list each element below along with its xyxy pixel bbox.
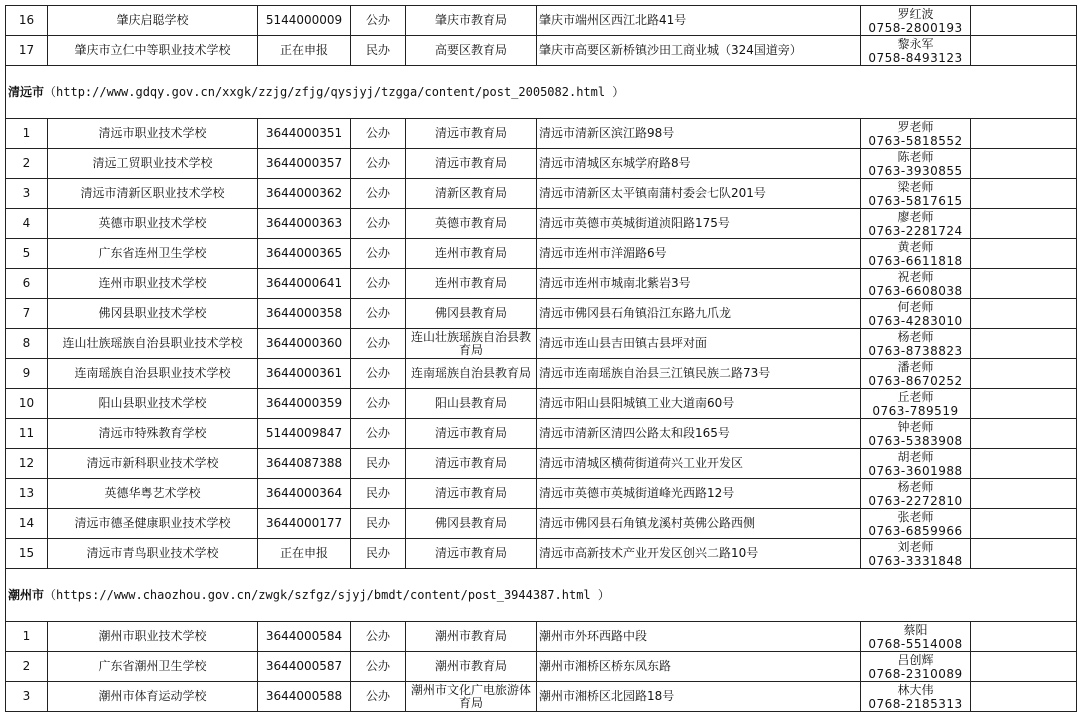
note-cell [971,509,1077,539]
table-row [6,209,1077,239]
note-cell [971,389,1077,419]
contact-phone: 0763-8670252 [868,373,963,388]
row-number: 1 [6,119,48,149]
note-cell [971,269,1077,299]
school-address: 清远市连山县吉田镇古县坪对面 [537,329,861,359]
contact-name: 陈老师 [897,149,934,164]
supervising-dept: 清远市教育局 [406,479,537,509]
school-name: 连南瑶族自治县职业技术学校 [48,359,258,389]
school-address: 清远市清新区滨江路98号 [537,119,861,149]
supervising-dept: 潮州市教育局 [406,652,537,682]
contact-cell [861,179,971,209]
school-name: 潮州市职业技术学校 [48,622,258,652]
contact-name: 蔡阳 [903,622,928,637]
school-name: 肇庆启聪学校 [48,6,258,36]
contact-phone: 0763-3601988 [868,463,963,478]
row-number: 17 [6,36,48,66]
contact-cell [861,209,971,239]
table-row [6,479,1077,509]
section-url[interactable]: （http://www.gdqy.gov.cn/xxgk/zzjg/zfjg/qysjyj/tzgga/content/post_2005082.html ） [44,84,625,99]
contact-name: 丘老师 [897,389,934,404]
school-type: 民办 [351,539,406,569]
row-number: 9 [6,359,48,389]
school-name: 佛冈县职业技术学校 [48,299,258,329]
school-name: 连州市职业技术学校 [48,269,258,299]
school-address: 肇庆市端州区西江北路41号 [537,6,861,36]
contact-name: 胡老师 [897,449,934,464]
school-code: 5144009847 [258,419,351,449]
school-type: 公办 [351,209,406,239]
contact-name: 刘老师 [897,539,934,554]
row-number: 12 [6,449,48,479]
contact-cell [861,622,971,652]
table-row [6,389,1077,419]
row-number: 2 [6,149,48,179]
table-row [6,149,1077,179]
contact-phone: 0768-2185313 [868,696,963,711]
school-type: 公办 [351,359,406,389]
contact-cell [861,329,971,359]
school-address: 清远市连州市城南北紫岩3号 [537,269,861,299]
school-code: 3644000588 [258,682,351,712]
contact-name: 罗红波 [897,6,934,21]
school-name: 清远市新科职业技术学校 [48,449,258,479]
supervising-dept: 清远市教育局 [406,149,537,179]
contact-name: 何老师 [897,299,934,314]
contact-phone: 0768-2310089 [868,666,963,681]
section-header-cell [6,66,1077,119]
school-name: 清远市德圣健康职业技术学校 [48,509,258,539]
section-header [6,66,1077,119]
contact-cell [861,149,971,179]
school-name: 阳山县职业技术学校 [48,389,258,419]
table-row [6,622,1077,652]
contact-name: 廖老师 [897,209,934,224]
school-type: 民办 [351,509,406,539]
school-type: 公办 [351,622,406,652]
supervising-dept: 肇庆市教育局 [406,6,537,36]
school-code: 3644087388 [258,449,351,479]
contact-cell [861,539,971,569]
table-row [6,179,1077,209]
contact-cell [861,119,971,149]
table-row [6,359,1077,389]
school-code: 3644000357 [258,149,351,179]
school-address: 潮州市湘桥区北园路18号 [537,682,861,712]
school-type: 公办 [351,6,406,36]
supervising-dept: 连山壮族瑶族自治县教育局 [406,329,537,359]
school-address: 潮州市湘桥区桥东凤东路 [537,652,861,682]
contact-phone: 0763-5817615 [868,193,963,208]
note-cell [971,179,1077,209]
note-cell [971,149,1077,179]
note-cell [971,622,1077,652]
school-name: 广东省潮州卫生学校 [48,652,258,682]
contact-name: 林大伟 [897,682,934,697]
school-type: 公办 [351,179,406,209]
contact-phone: 0763-6859966 [868,523,963,538]
table-row [6,682,1077,712]
school-code: 5144000009 [258,6,351,36]
table-row [6,36,1077,66]
contact-cell [861,6,971,36]
school-code: 3644000359 [258,389,351,419]
note-cell [971,682,1077,712]
note-cell [971,539,1077,569]
supervising-dept: 英德市教育局 [406,209,537,239]
note-cell [971,652,1077,682]
school-address: 清远市英德市英城街道峰光西路12号 [537,479,861,509]
contact-phone: 0768-5514008 [868,636,963,651]
note-cell [971,239,1077,269]
section-city-name: 潮州市 [8,587,45,602]
table-row [6,449,1077,479]
schools-table [5,5,1077,712]
school-type: 民办 [351,449,406,479]
table-row [6,6,1077,36]
contact-phone: 0758-2800193 [868,20,963,35]
contact-phone: 0763-5818552 [868,133,963,148]
table-row [6,652,1077,682]
school-type: 公办 [351,682,406,712]
school-address: 清远市清新区清四公路太和段165号 [537,419,861,449]
row-number: 1 [6,622,48,652]
school-address: 清远市佛冈县石角镇沿江东路九爪龙 [537,299,861,329]
school-address: 清远市连州市洋湄路6号 [537,239,861,269]
contact-cell [861,359,971,389]
contact-phone: 0763-5383908 [868,433,963,448]
row-number: 15 [6,539,48,569]
school-name: 肇庆市立仁中等职业技术学校 [48,36,258,66]
school-address: 清远市清新区太平镇南蒲村委会七队201号 [537,179,861,209]
supervising-dept: 清新区教育局 [406,179,537,209]
row-number: 10 [6,389,48,419]
row-number: 4 [6,209,48,239]
supervising-dept: 连州市教育局 [406,239,537,269]
school-type: 公办 [351,389,406,419]
supervising-dept: 潮州市文化广电旅游体育局 [406,682,537,712]
table-row [6,329,1077,359]
school-code: 3644000361 [258,359,351,389]
school-type: 公办 [351,269,406,299]
row-number: 16 [6,6,48,36]
table-row [6,119,1077,149]
note-cell [971,6,1077,36]
contact-name: 梁老师 [897,179,934,194]
note-cell [971,209,1077,239]
contact-phone: 0763-6608038 [868,283,963,298]
school-address: 清远市佛冈县石角镇龙溪村英佛公路西侧 [537,509,861,539]
table-row [6,239,1077,269]
row-number: 14 [6,509,48,539]
row-number: 2 [6,652,48,682]
school-code: 3644000351 [258,119,351,149]
section-city-name: 清远市 [8,84,45,99]
contact-name: 张老师 [897,509,934,524]
table-row [6,539,1077,569]
contact-name: 杨老师 [897,479,934,494]
school-type: 公办 [351,299,406,329]
school-type: 公办 [351,239,406,269]
contact-cell [861,269,971,299]
table-row [6,269,1077,299]
row-number: 8 [6,329,48,359]
school-name: 英德市职业技术学校 [48,209,258,239]
row-number: 3 [6,682,48,712]
school-address: 肇庆市高要区新桥镇沙田工商业城（324国道旁） [537,36,861,66]
contact-phone: 0758-8493123 [868,50,963,65]
contact-phone: 0763-3930855 [868,163,963,178]
note-cell [971,299,1077,329]
row-number: 3 [6,179,48,209]
school-type: 公办 [351,419,406,449]
note-cell [971,329,1077,359]
school-type: 公办 [351,652,406,682]
contact-phone: 0763-8738823 [868,343,963,358]
contact-cell [861,479,971,509]
school-name: 清远市职业技术学校 [48,119,258,149]
school-code: 3644000587 [258,652,351,682]
contact-name: 钟老师 [897,419,934,434]
supervising-dept: 清远市教育局 [406,419,537,449]
section-header [6,569,1077,622]
note-cell [971,419,1077,449]
school-code: 3644000641 [258,269,351,299]
contact-name: 祝老师 [897,269,934,284]
supervising-dept: 连南瑶族自治县教育局 [406,359,537,389]
contact-cell [861,299,971,329]
school-code: 3644000362 [258,179,351,209]
note-cell [971,119,1077,149]
school-name: 英德华粤艺术学校 [48,479,258,509]
row-number: 5 [6,239,48,269]
contact-cell [861,652,971,682]
school-code: 3644000364 [258,479,351,509]
row-number: 13 [6,479,48,509]
school-code: 3644000177 [258,509,351,539]
note-cell [971,36,1077,66]
school-name: 广东省连州卫生学校 [48,239,258,269]
contact-phone: 0763-2272810 [868,493,963,508]
contact-name: 杨老师 [897,329,934,344]
contact-phone: 0763-789519 [872,403,959,418]
contact-cell [861,419,971,449]
contact-cell [861,509,971,539]
contact-cell [861,239,971,269]
school-address: 潮州市外环西路中段 [537,622,861,652]
table-row [6,419,1077,449]
contact-name: 罗老师 [897,119,934,134]
school-name: 清远市清新区职业技术学校 [48,179,258,209]
contact-phone: 0763-6611818 [868,253,963,268]
school-name: 清远工贸职业技术学校 [48,149,258,179]
school-name: 连山壮族瑶族自治县职业技术学校 [48,329,258,359]
contact-cell [861,36,971,66]
contact-cell [861,389,971,419]
contact-name: 黄老师 [897,239,934,254]
table-row [6,299,1077,329]
contact-cell [861,449,971,479]
school-code: 3644000584 [258,622,351,652]
row-number: 11 [6,419,48,449]
school-code: 3644000358 [258,299,351,329]
school-name: 清远市青鸟职业技术学校 [48,539,258,569]
school-address: 清远市英德市英城街道浈阳路175号 [537,209,861,239]
contact-phone: 0763-3331848 [868,553,963,568]
school-code: 正在申报 [258,36,351,66]
school-name: 清远市特殊教育学校 [48,419,258,449]
row-number: 7 [6,299,48,329]
school-type: 民办 [351,479,406,509]
supervising-dept: 佛冈县教育局 [406,509,537,539]
note-cell [971,449,1077,479]
school-address: 清远市连南瑶族自治县三江镇民族二路73号 [537,359,861,389]
contact-cell [861,682,971,712]
school-name: 潮州市体育运动学校 [48,682,258,712]
school-code: 3644000360 [258,329,351,359]
contact-name: 吕创辉 [897,652,934,667]
supervising-dept: 阳山县教育局 [406,389,537,419]
supervising-dept: 清远市教育局 [406,449,537,479]
school-code: 3644000365 [258,239,351,269]
note-cell [971,359,1077,389]
school-type: 公办 [351,329,406,359]
school-type: 公办 [351,149,406,179]
contact-phone: 0763-2281724 [868,223,963,238]
school-code: 正在申报 [258,539,351,569]
section-url[interactable]: （https://www.chaozhou.gov.cn/zwgk/szfgz/sjyj/bmdt/content/post_3944387.html ） [44,587,610,602]
note-cell [971,479,1077,509]
supervising-dept: 清远市教育局 [406,119,537,149]
contact-phone: 0763-4283010 [868,313,963,328]
supervising-dept: 连州市教育局 [406,269,537,299]
school-code: 3644000363 [258,209,351,239]
contact-name: 潘老师 [897,359,934,374]
row-number: 6 [6,269,48,299]
supervising-dept: 高要区教育局 [406,36,537,66]
school-type: 民办 [351,36,406,66]
school-address: 清远市清城区横荷街道荷兴工业开发区 [537,449,861,479]
supervising-dept: 佛冈县教育局 [406,299,537,329]
contact-name: 黎永军 [897,36,934,51]
school-address: 清远市阳山县阳城镇工业大道南60号 [537,389,861,419]
school-type: 公办 [351,119,406,149]
school-address: 清远市高新技术产业开发区创兴二路10号 [537,539,861,569]
school-address: 清远市清城区东城学府路8号 [537,149,861,179]
supervising-dept: 清远市教育局 [406,539,537,569]
supervising-dept: 潮州市教育局 [406,622,537,652]
section-header-cell [6,569,1077,622]
table-row [6,509,1077,539]
